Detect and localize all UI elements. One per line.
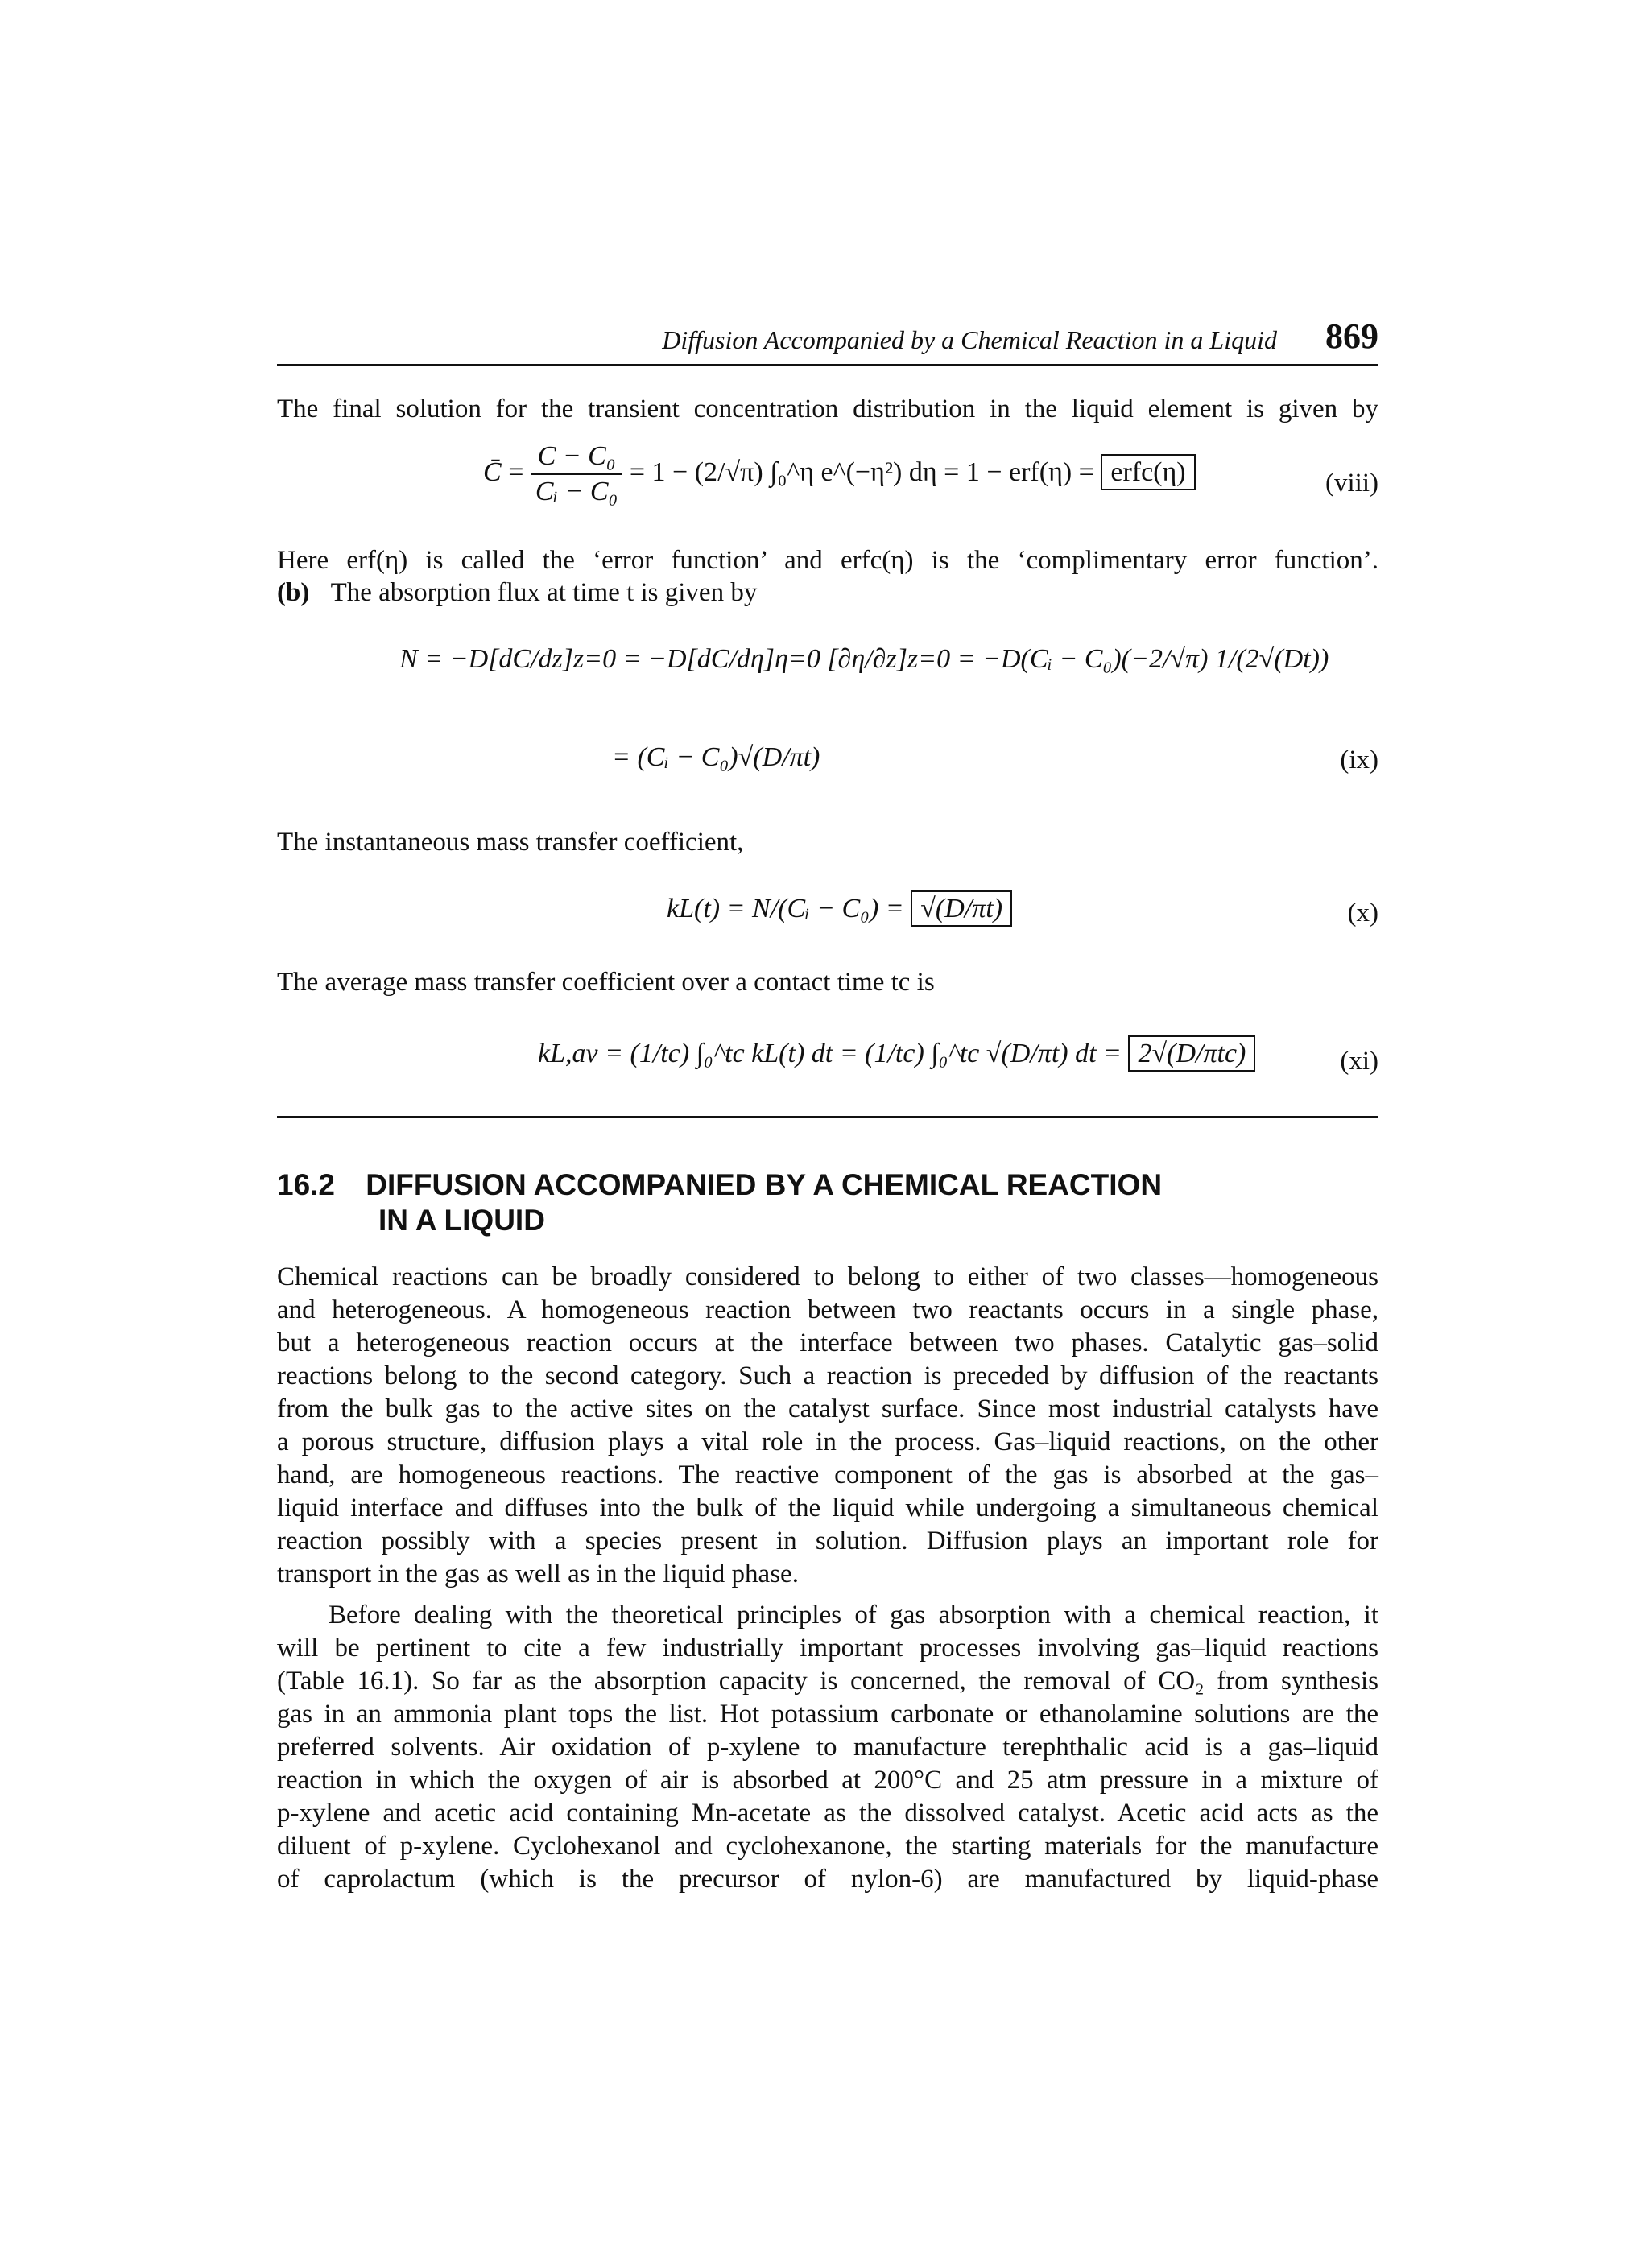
eq-viii-middle: = 1 − (2/√π) ∫₀^η e^(−η²) dη = 1 − erf(η) = (629, 456, 1094, 487)
part-b (277, 576, 757, 609)
para1-line: from the bulk gas to the active sites on the catalyst surface. Since most industrial catalysts have (277, 1394, 1378, 1423)
paragraph-2 (277, 1599, 1378, 1896)
eq-x-tag: (x) (1347, 899, 1378, 927)
para1-line: reaction possibly with a species present in solution. Diffusion plays an important role for (277, 1526, 1378, 1555)
para2-line: preferred solvents. Air oxidation of p-xylene to manufacture terephthalic acid is a gas–liquid (277, 1733, 1378, 1762)
eq-ix-line1: N = −D[dC/dz]z=0 = −D[dC/dη]η=0 [∂η/∂z]z=0 = −D(Cᵢ − C₀)(−2/√π) 1/(2√(Dt)) (399, 644, 1329, 674)
eq-viii-fraction (531, 441, 623, 507)
page-number: 869 (1325, 316, 1378, 356)
eq-ix-tag: (ix) (1340, 746, 1378, 775)
equation-viii: C̄ = $\frac{\text{C − C₀}}{\text{Cᵢ − C₀}}$ = 1 − (2/√π) ∫₀^η e^(−η²) dη = 1 − erf(η) = erfc(η) (483, 441, 1196, 507)
para1-line-last: transport in the gas as well as in the liquid phase. (277, 1560, 799, 1588)
erf-note: Here erf(η) is called the ‘error function’ and erfc(η) is the ‘complimentary error function’. (277, 546, 1378, 575)
eq-xi-lhs: kL,av = (1/tc) ∫₀^tc kL(t) dt = (1/tc) ∫₀^tc √(D/πt) dt = (538, 1039, 1122, 1068)
para1-line: liquid interface and diffuses into the bulk of the liquid while undergoing a simultaneous chemical (277, 1493, 1378, 1522)
para2-line: Before dealing with the theoretical principles of gas absorption with a chemical reaction, it (329, 1601, 1378, 1630)
eq-x-lhs: kL(t) = N/(Cᵢ − C₀) = (667, 894, 904, 923)
eq-viii-numerator: C − C₀ (531, 441, 623, 475)
section-heading (277, 1167, 1162, 1238)
part-b-text: The absorption flux at time t is given by (330, 578, 758, 607)
eq-viii-denominator: Cᵢ − C₀ (535, 477, 618, 506)
instantaneous-text: The instantaneous mass transfer coefficient, (277, 828, 744, 857)
section-divider (277, 1116, 1378, 1118)
section-number: 16.2 (277, 1168, 336, 1201)
paragraph-1 (277, 1261, 1378, 1591)
running-header (277, 316, 1378, 366)
eq-viii-lhs: C̄ (483, 456, 502, 487)
para2-line: diluent of p-xylene. Cyclohexanol and cyclohexanone, the starting materials for the manufacture (277, 1832, 1378, 1861)
para2-line: p-xylene and acetic acid containing Mn-acetate as the dissolved catalyst. Acetic acid acts as the (277, 1799, 1378, 1828)
eq-xi-boxed: 2√(D/πtc) (1128, 1035, 1255, 1072)
para1-line: reactions belong to the second category. Such a reaction is preceded by diffusion of the reactants (277, 1361, 1378, 1390)
para1-line: Chemical reactions can be broadly considered to belong to either of two classes—homogeneous (277, 1262, 1378, 1291)
para1-line: and heterogeneous. A homogeneous reaction between two reactants occurs in a single phase, (277, 1295, 1378, 1324)
intro-line: The final solution for the transient concentration distribution in the liquid element is given by (277, 395, 1378, 423)
eq-viii-tag: (viii) (1325, 469, 1378, 498)
para2-line: (Table 16.1). So far as the absorption capacity is concerned, the removal of CO₂ from synthesis (277, 1667, 1378, 1696)
section-title-line2: IN A LIQUID (378, 1204, 545, 1237)
eq-ix-line2: = (Cᵢ − C₀)√(D/πt) (612, 742, 820, 772)
para2-line: of caprolactum (which is the precursor of nylon-6) are manufactured by liquid-phase (277, 1865, 1378, 1894)
part-b-label: (b) (277, 578, 310, 607)
para1-line: a porous structure, diffusion plays a vital role in the process. Gas–liquid reactions, on the other (277, 1427, 1378, 1456)
eq-viii-boxed: erfc(η) (1101, 454, 1195, 490)
average-text: The average mass transfer coefficient over a contact time tc is (277, 968, 935, 997)
section-title-line1: DIFFUSION ACCOMPANIED BY A CHEMICAL REACTION (366, 1168, 1163, 1201)
equation-xi (538, 1039, 1255, 1069)
para2-line: reaction in which the oxygen of air is absorbed at 200°C and 25 atm pressure in a mixture of (277, 1766, 1378, 1795)
para2-line: gas in an ammonia plant tops the list. Hot potassium carbonate or ethanolamine solutions are the (277, 1700, 1378, 1729)
para1-line: hand, are homogeneous reactions. The reactive component of the gas is absorbed at the gas– (277, 1460, 1378, 1489)
para2-line: will be pertinent to cite a few industrially important processes involving gas–liquid reactions (277, 1634, 1378, 1663)
running-title: Diffusion Accompanied by a Chemical Reaction in a Liquid (662, 325, 1277, 354)
para1-line: but a heterogeneous reaction occurs at the interface between two phases. Catalytic gas–solid (277, 1328, 1378, 1357)
eq-x-boxed: √(D/πt) (911, 890, 1012, 927)
eq-xi-tag: (xi) (1340, 1047, 1378, 1076)
equation-x (667, 894, 1012, 924)
